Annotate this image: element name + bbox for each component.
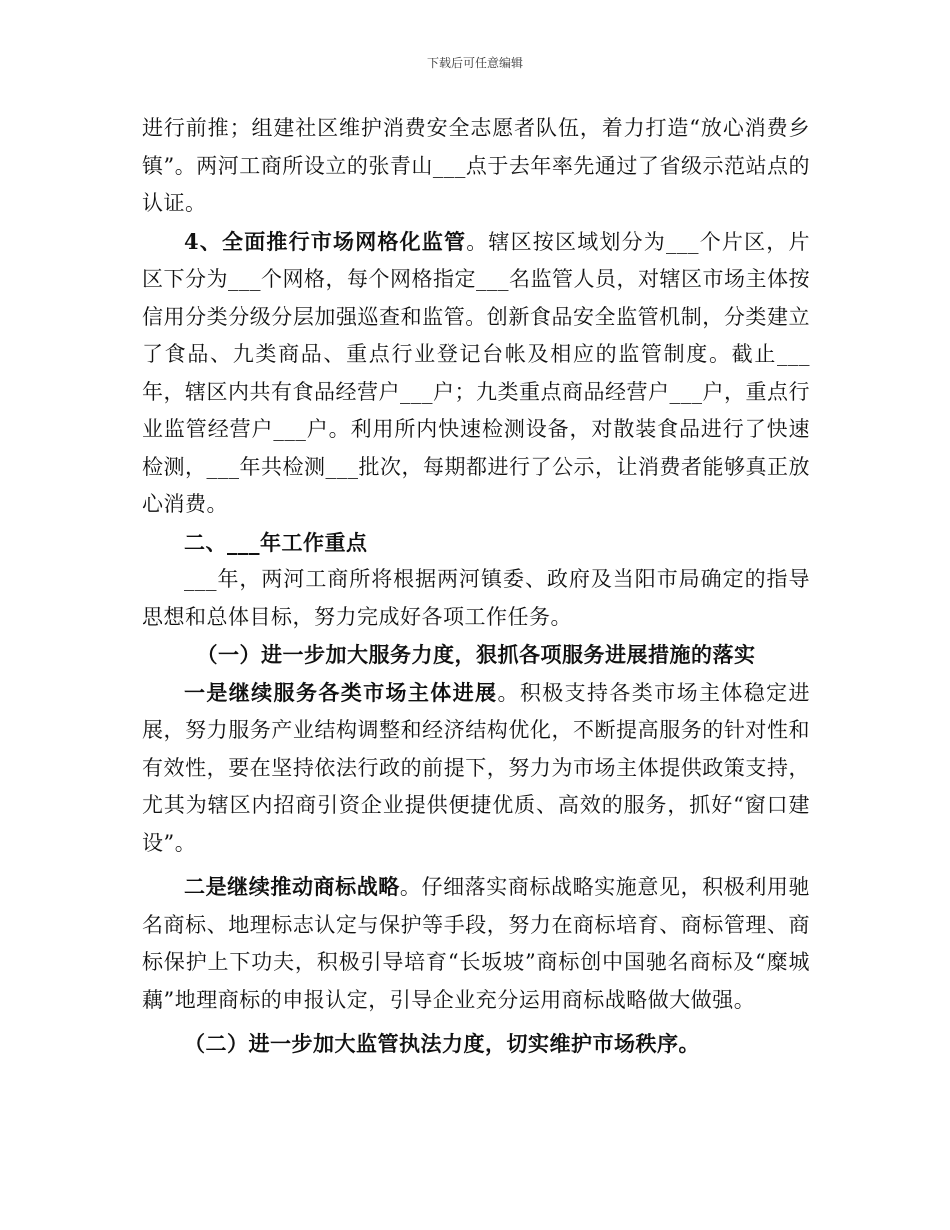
subsection-heading-1: （一）进一步加大服务力度，狠抓各项服务进展措施的落实 xyxy=(196,642,756,667)
paragraph-grid-supervision xyxy=(142,223,810,524)
paragraph-intro xyxy=(142,561,810,636)
document-body xyxy=(142,110,810,1063)
paragraph-trademark xyxy=(142,868,810,1019)
paragraph-continuation xyxy=(142,110,810,223)
paragraph-heading: 二是继续推动商标战略 xyxy=(184,874,400,899)
subsection-heading-2: （二）进一步加大监管执法力度，切实维护市场秩序。 xyxy=(184,1031,700,1056)
paragraph-heading: 4、全面推行市场网格化监管 xyxy=(184,228,467,254)
page-header: 下载后可任意编辑 xyxy=(426,56,523,70)
paragraph-heading: 一是继续服务各类市场主体进展 xyxy=(184,679,498,705)
paragraph-text: 。辖区按区域划分为___个片区，片区下分为___个网格，每个网格指定___名监管人员，对辖区市场主体按信用分类分级分层加强巡查和监管。创新食品安全监管机制，分类建立了食品、九类商品、重点行业登记台帐及相应的监管制度。截止___年，辖区内共有食品经营户___户；九类重点商品经营户___户，重点行业监管经营户___户。利用所内快速检测设备，对散装食品进行了快速检测，___年共检测___批次，每期都进行了公示，让消费者能够真正放心消费。 xyxy=(142,229,810,516)
section-heading-work-focus: 二、___年工作重点 xyxy=(184,529,368,555)
paragraph-text: 进行前推；组建社区维护消费安全志愿者队伍，着力打造“放心消费乡镇”。两河工商所设立的张青山___点于去年率先通过了省级示范站点的认证。 xyxy=(142,116,810,215)
paragraph-service-market xyxy=(142,674,810,863)
paragraph-text: 。仔细落实商标战略实施意见，积极利用驰名商标、地理标志认定与保护等手段，努力在商标培育、商标管理、商标保护上下功夫，积极引导培育“长坂坡”商标创中国驰名商标及“糜城藕”地理商标的申报认定，引导企业充分运用商标战略做大做强。 xyxy=(142,875,811,1012)
paragraph-text: ___年，两河工商所将根据两河镇委、政府及当阳市局确定的指导思想和总体目标，努力完成好各项工作任务。 xyxy=(142,567,810,629)
paragraph-text: 。积极支持各类市场主体稳定进展，努力服务产业结构调整和经济结构优化，不断提高服务的针对性和有效性，要在坚持依法行政的前提下，努力为市场主体提供政策支持，尤其为辖区内招商引资企业提供便捷优质、高效的服务，抓好“窗口建设”。 xyxy=(142,680,811,855)
